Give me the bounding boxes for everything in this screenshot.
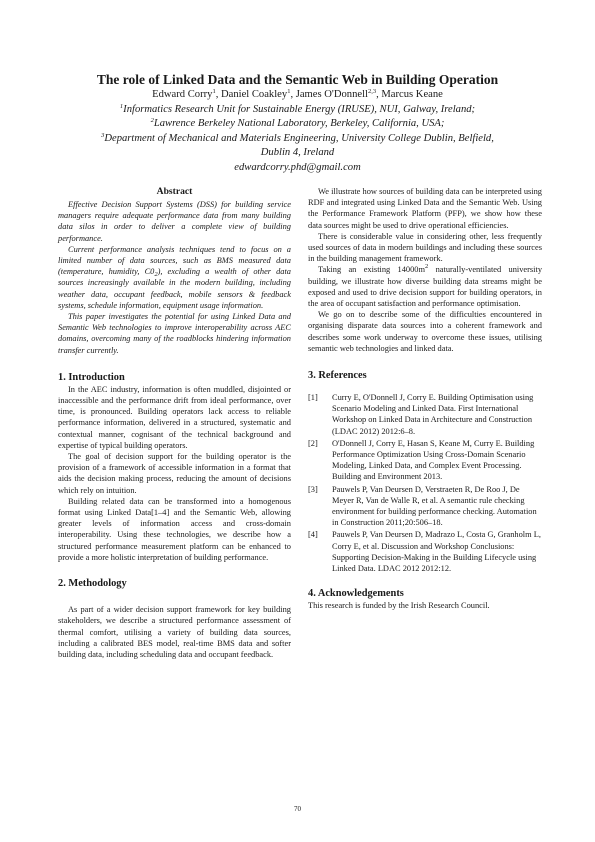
author-name: Marcus Keane [381,89,443,100]
reference-text: Curry E, O'Donnell J, Corry E. Building Optimisation using Scenario Modeling and Linked Data. First International Workshop on Linked Data in Architecture and Construction (LDAC 2012) 2012:6–8. [332,393,534,436]
author-block [40,88,555,176]
affiliation-text: Lawrence Berkeley National Laboratory, Berkeley, California, USA; [153,118,445,130]
author-superscript: 1 [212,88,216,95]
author-list: Edward Corry$^1$, Daniel Coakley$^1$, James O'Donnell$^{2,3}$, Marcus Keane [152,88,443,100]
acknowledgements-text: This research is funded by the Irish Research Council. [308,601,490,611]
affiliation-line [40,132,555,147]
affiliation-line [40,117,555,132]
reference-text: Pauwels P, Van Deursen D, Verstraeten R, De Roo J, De Meyer R, Van de Walle R, et al. A semantic rule checking environment for building performance checking. Automation in Construction 2011;20:506–18. [332,484,537,528]
affiliation-text: Department of Mechanical and Materials Engineering, University College Dublin, Belfield, [104,132,494,144]
body-paragraph: Building related data can be transformed into a homogenous format using Linked Data[1–4] and the Semantic Web, allowing greater levels of information access and cross-domain interoperability. Using these technologies, we describe how a structured performance measurement platform can be enhanced to provide a more holistic interpretation of building performance. [58,496,291,562]
subscript: 2 [154,271,158,279]
body-paragraph: As part of a wider decision support framework for key building stakeholders, we describe a structured performance assessment of thermal comfort, utilising a variety of building data sources, including a calibrated BES model, real-time BMS data and softer building data, including scheduling data and occupant feedback. [58,605,291,659]
affiliation-superscript: 2 [150,117,154,125]
section-heading-methodology: 2. Methodology [58,578,127,590]
abstract-paragraph [58,244,291,311]
abstract-paragraph: This paper investigates the potential for using Linked Data and Semantic Web technologies to improve interoperability across AEC domains, overcoming many of the roadblocks hindering information transfer currently. [58,312,291,355]
body-text: Taking an existing 14000m [318,265,426,275]
abstract-paragraph: Effective Decision Support Systems (DSS) for building service managers require adequate performance data from many building data silos in order to deliver a complete view of building performance. [58,200,291,243]
affiliation-line [40,103,555,118]
paper-title: The role of Linked Data and the Semantic Web in Building Operation [96,72,499,87]
reference-list [308,392,542,574]
author-superscript: 1 [287,88,291,95]
affiliation-superscript: 3 [101,131,105,139]
page-number: 70 [294,805,301,813]
affiliation-text: Informatics Research Unit for Sustainable Energy (IRUSE), NUI, Galway, Ireland; [123,103,476,115]
abstract-heading: Abstract [156,186,193,197]
reference-number: [1] [308,393,318,403]
section-heading-references: 3. References [308,370,367,382]
reference-item [308,484,542,529]
body-paragraph: We illustrate how sources of building data can be interpreted using RDF and integrated using Linked Data and the Semantic Web. Using the Performance Framework Platform (PFP), we show how these data sources might be used to drive operational efficiencies. [308,187,542,230]
abstract-text: ), excluding a wealth of other data sources increasingly available in the modern building, including weather data, occupant feedback, mobile sensors & feedback systems, schedule information, equipment usage information. [58,267,291,310]
author-name: Daniel Coakley [220,89,288,100]
body-paragraph [308,264,542,309]
reference-text: O'Donnell J, Corry E, Hasan S, Keane M, Curry E. Building Performance Optimization Using Cross-Domain Scenario Modeling, Linked Data, and Complex Event Processing. Building and Environment 2013. [332,438,535,482]
section-heading-acknowledgements: 4. Acknowledgements [308,588,404,600]
reference-number: [3] [308,484,318,494]
body-paragraph: The goal of decision support for the building operator is the provision of a framework of accessible information in a format that aids the decision making process, reducing the amount of decisions which rely on intuition. [58,452,291,495]
body-paragraph: There is considerable value in considering other, less frequently used sources of data in modern buildings and including these sources in the building management framework. [308,231,542,264]
left-column [58,186,291,660]
affiliation-superscript: 1 [119,102,124,110]
right-column [308,186,542,612]
abstract-section [58,186,291,356]
reference-item [308,529,542,574]
author-name: Edward Corry [152,89,213,100]
reference-item [308,392,542,437]
superscript: 2 [425,263,429,271]
reference-text: Pauwels P, Van Deursen D, Madrazo L, Costa G, Granholm L, Corry E, et al. Discussion and Workshop Conclusions: Supporting Decision-Making in the Building Lifecycle using Linked Data. LDAC 2012 2012:12. [332,530,541,574]
body-text: naturally-ventilated university building, we illustrate how diverse building data streams might be exposed and used to drive decision support for building operators, in the area of occupant satisfaction and performance optimisation. [308,265,543,309]
body-paragraph: In the AEC industry, information is often muddled, disjointed or inaccessible and the performance drift from ideal performance, over time, is pronounced. Building operators lack access to reliable performance information, delivered in a structured, systematic and contextual manner, cognisant of the technical background and expertise of typical building operators. [58,384,291,450]
affiliation-line [40,146,555,161]
affiliation-text: Dublin 4, Ireland [260,147,335,159]
body-paragraph: We go on to describe some of the difficulties encountered in organising disparate data sources into a coherent framework and describes some work underway to overcome these issues, utilising semantic web technologies and linked data. [308,310,542,353]
author-email: edwardcorry.phd@gmail.com [234,161,361,173]
section-heading-introduction: 1. Introduction [58,371,125,383]
author-superscript: 2,3 [367,88,377,95]
abstract-text: Current performance analysis techniques tend to focus on a limited number of data sources, such as BMS measured data (temperature, humidity, C0 [58,244,291,277]
author-name: James O'Donnell [295,89,368,100]
reference-number: [2] [308,438,318,448]
reference-item [308,438,542,483]
reference-number: [4] [308,530,318,540]
